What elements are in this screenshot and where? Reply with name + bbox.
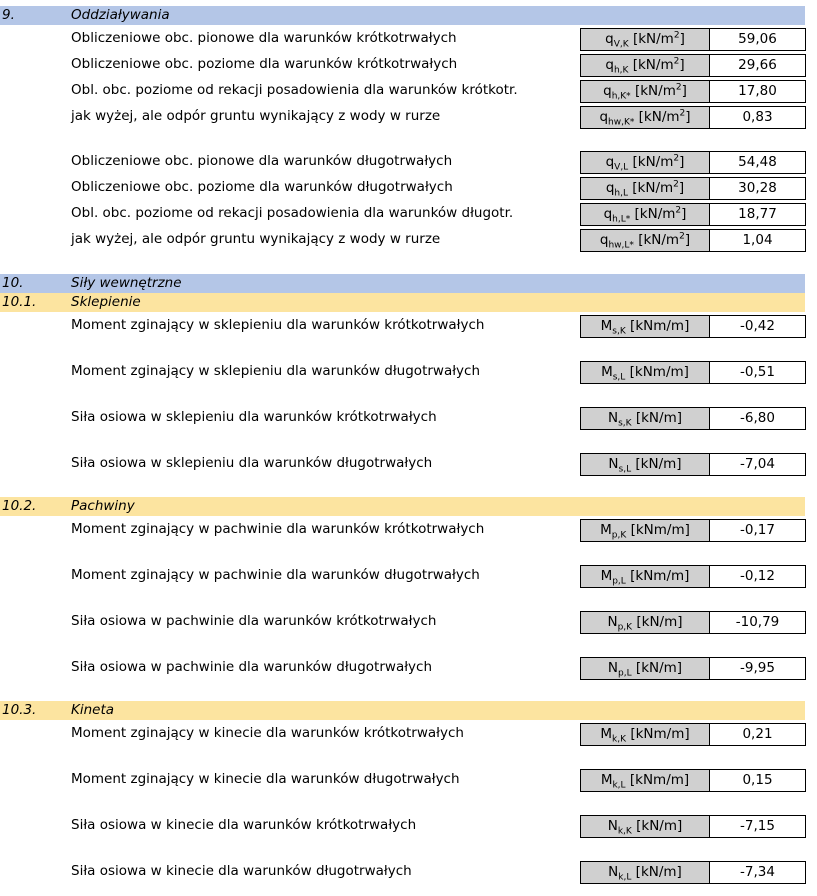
symbol-cell[interactable]	[580, 151, 710, 174]
symbol-unit: [kNm/m]	[629, 364, 689, 380]
symbol-subscript: h,L*	[612, 214, 631, 225]
result-row	[0, 151, 817, 174]
symbol-subscript: hw,K*	[608, 117, 635, 128]
value-cell[interactable]: -0,12	[709, 565, 806, 588]
result-row	[0, 54, 817, 77]
symbol-unit: [kNm/m]	[630, 726, 690, 742]
value-cell[interactable]: 1,04	[709, 229, 806, 252]
row-description: Siła osiowa w sklepieniu dla warunków krótkotrwałych	[71, 409, 437, 425]
section-title: Sklepienie	[71, 294, 141, 310]
row-description: Moment zginający w pachwinie dla warunków długotrwałych	[71, 567, 480, 583]
symbol-subscript: p,L	[618, 668, 632, 679]
row-description: Moment zginający w sklepieniu dla warunków krótkotrwałych	[71, 317, 485, 333]
value-cell[interactable]: 54,48	[709, 151, 806, 174]
result-row	[0, 361, 817, 384]
result-row	[0, 565, 817, 588]
symbol-cell[interactable]	[580, 453, 710, 476]
unit-close-bracket: ]	[684, 232, 691, 248]
row-description: jak wyżej, ale odpór gruntu wynikający z wody w rurze	[71, 231, 441, 247]
symbol-letter: N	[607, 660, 619, 676]
row-description: Obliczeniowe obc. pionowe dla warunków długotrwałych	[71, 153, 453, 169]
section-header	[0, 701, 805, 720]
unit-exponent: 2	[679, 108, 686, 119]
row-description: Siła osiowa w kinecie dla warunków krótkotrwałych	[71, 817, 417, 833]
value-cell[interactable]: 59,06	[709, 28, 806, 51]
row-description: Moment zginający w pachwinie dla warunków krótkotrwałych	[71, 521, 485, 537]
symbol-cell[interactable]	[580, 407, 710, 430]
symbol-unit: [kN/m]	[636, 614, 683, 630]
symbol-unit: [kNm/m]	[630, 568, 690, 584]
unit-exponent: 2	[675, 205, 682, 216]
symbol-cell[interactable]	[580, 361, 710, 384]
row-description: Siła osiowa w pachwinie dla warunków krótkotrwałych	[71, 613, 437, 629]
symbol-subscript: s,K	[612, 326, 626, 337]
result-row	[0, 203, 817, 226]
symbol-letter: M	[600, 568, 613, 584]
section-number: 10.3.	[2, 702, 37, 718]
result-row	[0, 28, 817, 51]
value-cell[interactable]: -6,80	[709, 407, 806, 430]
value-cell[interactable]: 0,15	[709, 769, 806, 792]
symbol-subscript: p,K	[617, 622, 633, 633]
symbol-cell[interactable]	[580, 203, 710, 226]
symbol-cell[interactable]	[580, 106, 710, 129]
value-cell[interactable]: 29,66	[709, 54, 806, 77]
symbol-cell[interactable]	[580, 861, 710, 884]
symbol-cell[interactable]	[580, 28, 710, 51]
symbol-letter: N	[607, 614, 618, 630]
unit-close-bracket: ]	[681, 206, 687, 222]
symbol-subscript: k,L	[618, 872, 632, 883]
result-row	[0, 453, 817, 476]
result-row	[0, 407, 817, 430]
symbol-unit: [kN/m]	[635, 410, 682, 426]
section-header	[0, 497, 805, 516]
result-row	[0, 106, 817, 129]
symbol-subscript: p,K	[611, 530, 627, 541]
result-row	[0, 177, 817, 200]
symbol-letter: N	[607, 818, 618, 834]
symbol-letter: q	[605, 31, 614, 47]
symbol-subscript: V,K	[613, 39, 629, 50]
value-cell[interactable]: -0,51	[709, 361, 806, 384]
symbol-unit: [kN/m]	[636, 818, 683, 834]
value-cell[interactable]: 17,80	[709, 80, 806, 103]
symbol-unit: [kNm/m]	[630, 522, 690, 538]
result-row	[0, 229, 817, 252]
symbol-letter: q	[605, 57, 614, 73]
row-description: Obl. obc. poziome od rekacji posadowienia dla warunków krótkotr.	[71, 82, 518, 98]
symbol-cell[interactable]	[580, 519, 710, 542]
unit-exponent: 2	[673, 179, 679, 190]
symbol-letter: M	[600, 522, 612, 538]
symbol-cell[interactable]	[580, 769, 710, 792]
result-row	[0, 315, 817, 338]
section-number: 10.1.	[2, 294, 37, 310]
symbol-letter: M	[600, 772, 613, 788]
symbol-unit: [kN/m]	[635, 660, 683, 676]
symbol-cell[interactable]	[580, 54, 710, 77]
symbol-cell[interactable]	[580, 229, 710, 252]
row-description: Siła osiowa w sklepieniu dla warunków długotrwałych	[71, 455, 433, 471]
value-cell[interactable]: 0,21	[709, 723, 806, 746]
result-row	[0, 611, 817, 634]
symbol-unit: [kN/m	[634, 206, 676, 222]
section-title: Siły wewnętrzne	[71, 275, 182, 291]
symbol-letter: q	[599, 232, 609, 248]
symbol-unit: [kN/m	[638, 232, 680, 248]
symbol-letter: q	[603, 83, 612, 99]
symbol-unit: [kN/m]	[635, 456, 682, 472]
symbol-cell[interactable]	[580, 611, 710, 634]
section-title: Pachwiny	[71, 498, 135, 514]
symbol-letter: M	[600, 726, 613, 742]
symbol-letter: q	[605, 154, 615, 170]
result-row	[0, 769, 817, 792]
section-header	[0, 274, 805, 293]
unit-close-bracket: ]	[679, 31, 685, 47]
symbol-subscript: s,L	[612, 372, 626, 383]
symbol-subscript: k,L	[612, 780, 626, 791]
unit-close-bracket: ]	[685, 109, 691, 125]
symbol-cell[interactable]	[580, 315, 710, 338]
result-row	[0, 80, 817, 103]
symbol-letter: M	[601, 364, 613, 380]
symbol-letter: q	[603, 206, 613, 222]
symbol-letter: q	[599, 109, 609, 125]
symbol-letter: N	[608, 864, 619, 880]
row-description: Siła osiowa w kinecie dla warunków długotrwałych	[71, 863, 412, 879]
unit-exponent: 2	[675, 82, 682, 93]
row-description: Moment zginający w kinecie dla warunków długotrwałych	[71, 771, 460, 787]
unit-exponent: 2	[673, 30, 680, 41]
section-number: 9.	[2, 7, 15, 23]
result-row	[0, 815, 817, 838]
row-description: jak wyżej, ale odpór gruntu wynikający z wody w rurze	[71, 108, 441, 124]
value-cell[interactable]: -0,42	[709, 315, 806, 338]
row-description: Obliczeniowe obc. poziome dla warunków krótkotrwałych	[71, 56, 458, 72]
symbol-subscript: h,K*	[611, 91, 631, 102]
value-cell[interactable]: -7,15	[709, 815, 806, 838]
section-header	[0, 293, 805, 312]
value-cell[interactable]: 0,83	[709, 106, 806, 129]
value-cell[interactable]: -7,04	[709, 453, 806, 476]
symbol-unit: [kN/m	[632, 57, 674, 73]
row-description: Obl. obc. poziome od rekacji posadowienia dla warunków długotr.	[71, 205, 514, 221]
result-row	[0, 657, 817, 680]
symbol-subscript: k,K	[617, 826, 632, 837]
symbol-subscript: s,L	[618, 464, 632, 475]
unit-exponent: 2	[679, 231, 685, 242]
unit-close-bracket: ]	[679, 57, 685, 73]
symbol-subscript: k,K	[612, 734, 627, 745]
symbol-letter: N	[608, 456, 619, 472]
symbol-cell[interactable]	[580, 657, 710, 680]
row-description: Obliczeniowe obc. pionowe dla warunków krótkotrwałych	[71, 30, 457, 46]
symbol-unit: [kNm/m]	[630, 318, 690, 334]
symbol-subscript: s,K	[618, 418, 632, 429]
symbol-cell[interactable]	[580, 565, 710, 588]
symbol-letter: q	[605, 180, 615, 196]
symbol-cell[interactable]	[580, 815, 710, 838]
symbol-letter: M	[600, 318, 613, 334]
value-cell[interactable]: -0,17	[709, 519, 806, 542]
section-number: 10.2.	[2, 498, 37, 514]
unit-exponent: 2	[673, 153, 680, 164]
row-description: Siła osiowa w pachwinie dla warunków długotrwałych	[71, 659, 433, 675]
symbol-unit: [kN/m	[634, 83, 676, 99]
result-row	[0, 861, 817, 884]
unit-close-bracket: ]	[681, 83, 687, 99]
symbol-subscript: h,L	[614, 188, 628, 199]
section-title: Kineta	[71, 702, 115, 718]
symbol-cell[interactable]	[580, 80, 710, 103]
value-cell[interactable]: 30,28	[709, 177, 806, 200]
symbol-unit: [kN/m]	[635, 864, 682, 880]
unit-close-bracket: ]	[679, 154, 685, 170]
symbol-subscript: p,L	[612, 576, 626, 587]
row-description: Moment zginający w sklepieniu dla warunków długotrwałych	[71, 363, 481, 379]
symbol-unit: [kN/m	[632, 154, 674, 170]
symbol-subscript: h,K	[613, 65, 629, 76]
symbol-subscript: hw,L*	[608, 240, 634, 251]
symbol-unit: [kN/m	[632, 31, 674, 47]
symbol-unit: [kNm/m]	[629, 772, 690, 788]
section-title: Oddziaływania	[71, 7, 170, 23]
result-row	[0, 723, 817, 746]
row-description: Obliczeniowe obc. poziome dla warunków długotrwałych	[71, 179, 453, 195]
result-row	[0, 519, 817, 542]
value-cell[interactable]: -7,34	[709, 861, 806, 884]
unit-close-bracket: ]	[678, 180, 685, 196]
value-cell[interactable]: -10,79	[709, 611, 806, 634]
symbol-subscript: V,L	[614, 162, 629, 173]
section-header	[0, 6, 805, 25]
symbol-letter: N	[607, 410, 619, 426]
symbol-unit: [kN/m	[632, 180, 674, 196]
symbol-unit: [kN/m	[638, 109, 680, 125]
symbol-cell[interactable]	[580, 177, 710, 200]
section-number: 10.	[2, 275, 24, 291]
value-cell[interactable]: 18,77	[709, 203, 806, 226]
symbol-cell[interactable]	[580, 723, 710, 746]
row-description: Moment zginający w kinecie dla warunków krótkotrwałych	[71, 725, 464, 741]
unit-exponent: 2	[673, 56, 680, 67]
value-cell[interactable]: -9,95	[709, 657, 806, 680]
